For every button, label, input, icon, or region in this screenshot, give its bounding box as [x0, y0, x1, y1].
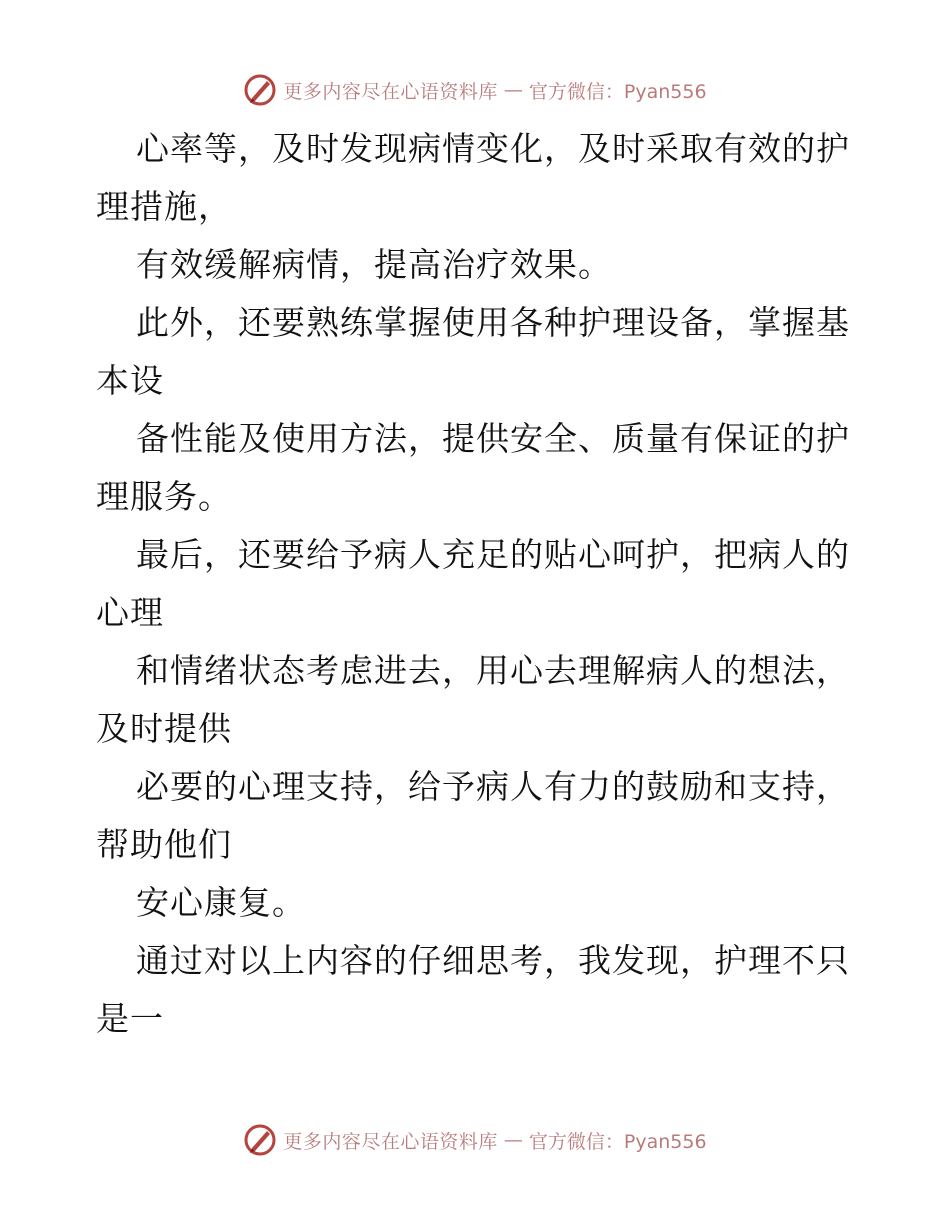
banner-separator: —: [503, 1129, 523, 1151]
banner-text: 更多内容尽在心语资料库: [283, 1130, 498, 1153]
text-line: 有效缓解病情，提高治疗效果。: [136, 245, 612, 284]
document-body: [96, 120, 856, 1048]
text-line: 是一: [96, 999, 164, 1038]
pen-logo-icon: [243, 1123, 277, 1157]
text-line: 心率等，及时发现病情变化，及时采取有效的护: [136, 129, 850, 168]
text-line: 和情绪状态考虑进去，用心去理解病人的想法，: [136, 651, 850, 690]
text-line: 最后，还要给予病人充足的贴心呵护，把病人的: [136, 535, 850, 574]
text-line: 此外，还要熟练掌握使用各种护理设备，掌握基: [136, 303, 850, 342]
banner-text: 更多内容尽在心语资料库: [283, 80, 498, 103]
text-line: 理服务。: [96, 477, 232, 516]
text-line: 备性能及使用方法，提供安全、质量有保证的护: [136, 419, 850, 458]
text-line: 理措施，: [96, 187, 232, 226]
text-line: 安心康复。: [136, 883, 306, 922]
pen-logo-icon: [243, 73, 277, 107]
banner-account: 官方微信：Pyan556: [528, 80, 707, 103]
banner-account: 官方微信：Pyan556: [528, 1130, 707, 1153]
text-line: 通过对以上内容的仔细思考，我发现，护理不只: [136, 941, 850, 980]
text-line: 本设: [96, 361, 164, 400]
banner-separator: —: [503, 79, 523, 101]
header-banner: [0, 70, 950, 110]
text-line: 帮助他们: [96, 825, 232, 864]
text-line: 必要的心理支持，给予病人有力的鼓励和支持，: [136, 767, 850, 806]
text-line: 及时提供: [96, 709, 232, 748]
text-line: 心理: [96, 593, 164, 632]
footer-banner: [0, 1120, 950, 1160]
